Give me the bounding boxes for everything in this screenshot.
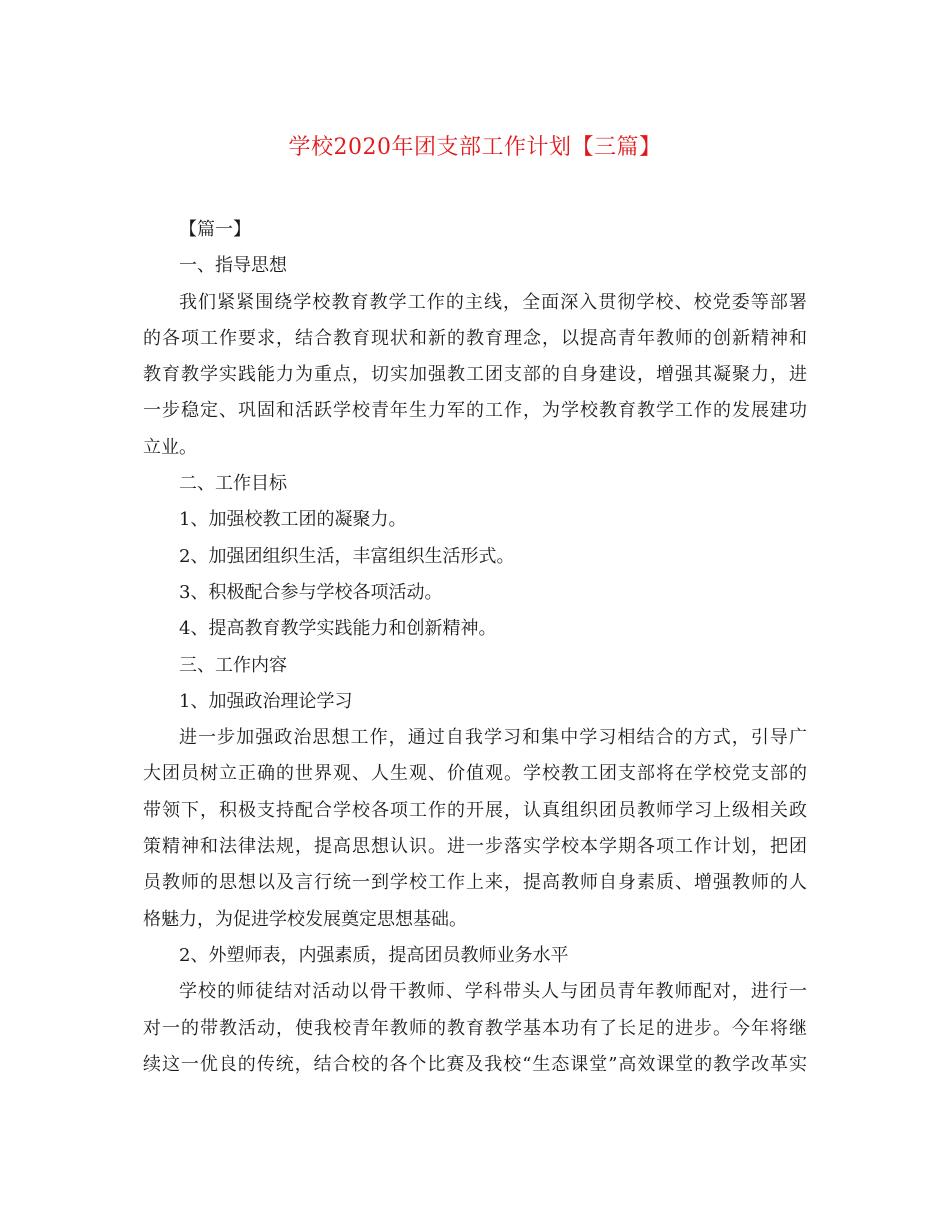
section-heading-part-one: 【篇一】 xyxy=(179,219,251,240)
subheading-political-study: 1、加强政治理论学习 xyxy=(179,690,353,712)
paragraph-line: 员教师的思想以及言行统一到学校工作上来，提高教师自身素质、增强教师的人 xyxy=(143,872,807,894)
paragraph-line: 的各项工作要求，结合教育现状和新的教育理念，以提高青年教师的创新精神和 xyxy=(143,327,807,349)
paragraph-line: 大团员树立正确的世界观、人生观、价值观。学校教工团支部将在学校党支部的 xyxy=(143,763,807,785)
heading-work-content: 三、工作内容 xyxy=(179,654,287,676)
paragraph-line: 对一的带教活动，使我校青年教师的教育教学基本功有了长足的进步。今年将继 xyxy=(143,1017,807,1039)
document-title: 学校2020年团支部工作计划【三篇】 xyxy=(288,135,662,160)
paragraph-line: 学校的师徒结对活动以骨干教师、学科带头人与团员青年教师配对，进行一 xyxy=(179,981,807,1003)
goal-item: 1、加强校教工团的凝聚力。 xyxy=(179,509,407,531)
paragraph-line: 我们紧紧围绕学校教育教学工作的主线，全面深入贯彻学校、校党委等部署 xyxy=(179,291,807,313)
paragraph-line: 进一步加强政治思想工作，通过自我学习和集中学习相结合的方式，引导广 xyxy=(179,727,807,749)
heading-work-goals: 二、工作目标 xyxy=(179,473,287,495)
paragraph-line: 一步稳定、巩固和活跃学校青年生力军的工作，为学校教育教学工作的发展建功 xyxy=(143,400,807,422)
heading-guiding-ideology: 一、指导思想 xyxy=(179,255,287,277)
paragraph-line: 策精神和法律法规，提高思想认识。进一步落实学校本学期各项工作计划，把团 xyxy=(143,836,807,858)
paragraph-line: 教育教学实践能力为重点，切实加强教工团支部的自身建设，增强其凝聚力，进 xyxy=(143,364,807,386)
goal-item: 2、加强团组织生活，丰富组织生活形式。 xyxy=(179,545,515,567)
goal-item: 3、积极配合参与学校各项活动。 xyxy=(179,581,443,603)
subheading-teacher-quality: 2、外塑师表，内强素质，提高团员教师业务水平 xyxy=(179,944,569,966)
paragraph-line: 带领下，积极支持配合学校各项工作的开展，认真组织团员教师学习上级相关政 xyxy=(143,799,807,821)
goal-item: 4、提高教育教学实践能力和创新精神。 xyxy=(179,618,497,640)
document-body xyxy=(143,212,807,1083)
paragraph-line: 立业。 xyxy=(143,436,197,458)
paragraph-line: 格魅力，为促进学校发展奠定思想基础。 xyxy=(143,908,467,930)
paragraph-line: 续这一优良的传统，结合校的各个比赛及我校“生态课堂”高效课堂的教学改革实 xyxy=(143,1053,807,1075)
